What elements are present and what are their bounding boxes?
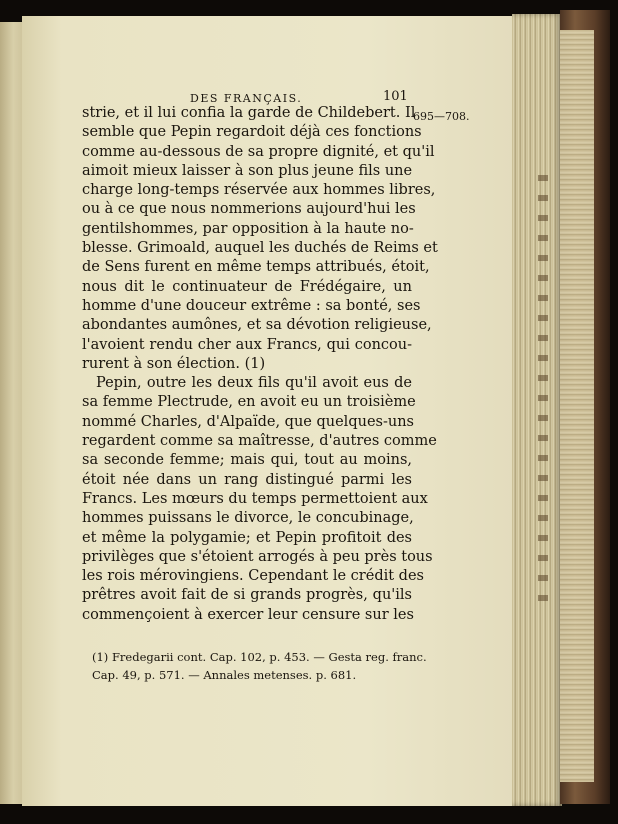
- margin-date: 695—708.: [413, 110, 470, 123]
- text-line: ou à ce que nous nommerions aujourd'hui les: [82, 201, 416, 218]
- footnotes: [92, 648, 427, 684]
- text-line: rurent à son élection. (1): [82, 355, 266, 372]
- text-line: étoit née dans un rang distingué parmi les: [82, 471, 412, 488]
- text-line: sa seconde femme; mais qui, tout au moins,: [82, 452, 412, 469]
- cover-pages: [560, 30, 594, 782]
- page-number: 101: [383, 89, 408, 104]
- text-line: aimoit mieux laisser à son plus jeune fils une: [82, 162, 413, 179]
- footnote-line: Cap. 49, p. 571. — Annales metenses. p. 681.: [92, 668, 357, 682]
- footnote-line: (1) Fredegarii cont. Cap. 102, p. 453. — Gesta reg. franc.: [92, 650, 427, 664]
- text-line: les rois mérovingiens. Cependant le crédit des: [82, 568, 424, 585]
- text-line: commençoient à exercer leur censure sur les: [82, 606, 414, 623]
- text-line: semble que Pepin regardoit déjà ces fonctions: [82, 124, 422, 141]
- text-line: sa femme Plectrude, en avoit eu un troisième: [82, 394, 416, 411]
- text-line: gentilshommes, par opposition à la haute no-: [82, 220, 414, 237]
- running-head: DES FRANÇAIS.: [190, 92, 303, 105]
- text-line: strie, et il lui confia la garde de Childebert. Il: [82, 105, 416, 121]
- text-line: hommes puissans le divorce, le concubinage,: [82, 510, 414, 527]
- text-line: charge long-temps réservée aux hommes libres,: [82, 182, 436, 199]
- text-line: de Sens furent en même temps attribués, étoit,: [82, 259, 430, 276]
- text-line: blesse. Grimoald, auquel les duchés de Reims et: [82, 240, 438, 257]
- text-line: privilèges que s'étoient arrogés à peu près tous: [82, 548, 433, 565]
- text-line: prêtres avoit fait de si grands progrès, qu'ils: [82, 587, 412, 604]
- text-line: et même la polygamie; et Pepin profitoit des: [82, 529, 412, 546]
- text-line: abondantes aumônes, et sa dévotion religieuse,: [82, 317, 432, 334]
- page-tabs: [538, 175, 548, 615]
- text-line: Pepin, outre les deux fils qu'il avoit eus de: [96, 375, 412, 392]
- page-edges: [512, 14, 562, 806]
- text-line: regardent comme sa maîtresse, d'autres comme: [82, 433, 437, 450]
- text-line: nous dit le continuateur de Frédégaire, un: [82, 278, 412, 295]
- text-line: l'avoient rendu cher aux Francs, qui concou-: [82, 336, 412, 353]
- text-line: comme au-dessous de sa propre dignité, et qu'il: [82, 143, 435, 160]
- text-line: homme d'une douceur extrême : sa bonté, ses: [82, 297, 421, 314]
- text-line: nommé Charles, d'Alpaïde, que quelques-uns: [82, 413, 414, 430]
- left-page-edge: [0, 22, 23, 804]
- text-line: Francs. Les mœurs du temps permettoient aux: [82, 490, 428, 507]
- body-text: [82, 104, 438, 625]
